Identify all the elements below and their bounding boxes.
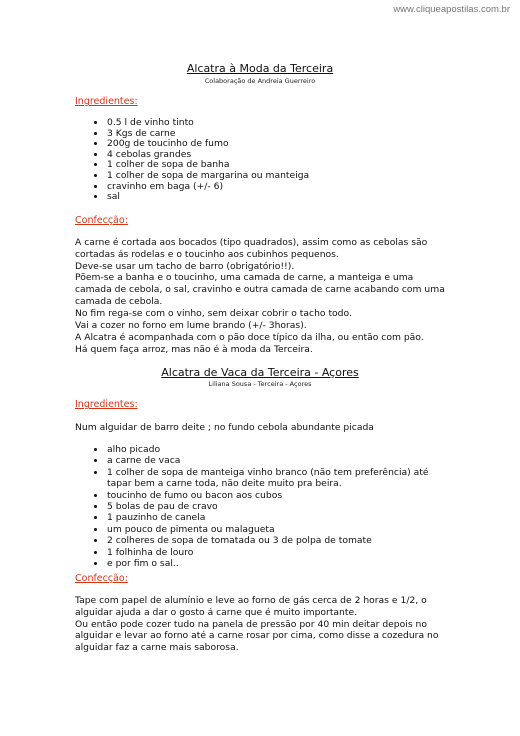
list-item: • alho picado <box>106 444 449 455</box>
list-item: • 0.5 l de vinho tinto <box>106 118 309 129</box>
list-item: • toucinho de fumo ou bacon aos cubos <box>106 490 449 501</box>
recipe2-intro-text: Num alguidar de barro deite ; no fundo cebola abundante picada <box>75 422 374 433</box>
recipe2-method-heading: Confecção: <box>75 573 128 584</box>
recipe1-serving-text: A Alcatra é acompanhada com o pão doce típico da ilha, ou então com pão. Há quem faça arroz, mas não é à moda da Terceira. <box>75 332 424 355</box>
list-item: • 1 colher de sopa de banha <box>106 160 309 171</box>
list-item: • 200g de toucinho de fumo <box>106 139 309 150</box>
recipe2-credit: Liliana Sousa - Terceira - Açores <box>208 380 312 388</box>
recipe1-title: Alcatra à Moda da Terceira <box>186 62 334 75</box>
list-item: • cravinho em baga (+/- 6) <box>106 182 309 193</box>
list-item: • 3 Kgs de carne <box>106 129 309 140</box>
list-item: • 1 folhinha de louro <box>106 547 449 558</box>
list-item: • e por fim o sal.. <box>106 558 449 569</box>
recipe1-method-text: A carne é cortada aos bocados (tipo quadrados), assim como as cebolas são cortadas ás rodelas e o toucinho aos cubinhos pequenos. Deve-se usar um tacho de barro (obrigatório!!). Põem-se a banha e o toucinho, uma camada de carne, a manteiga e uma camada de cebola, o sal, cravinho e outra camada de carne acabando com uma camada de cebola. No fim rega-se com o vinho, sem deixar cobrir o tacho todo. Vai a cozer no forno em lume brando (+/- 3horas). <box>75 237 445 331</box>
recipe1-method-heading: Confecção: <box>75 215 128 226</box>
list-item: • 1 pauzinho de canela <box>106 512 449 523</box>
recipe1-credit: Colaboração de Andreia Guerreiro <box>204 77 316 85</box>
recipe1-ingredient-list <box>75 118 309 203</box>
recipe1-ingredients-heading: Ingredientes: <box>75 96 138 107</box>
list-item: • a carne de vaca <box>106 455 449 466</box>
recipe2-ingredients-heading: Ingredientes: <box>75 399 138 410</box>
list-item: • 4 cebolas grandes <box>106 150 309 161</box>
list-item: • um pouco de pimenta ou malagueta <box>106 524 449 535</box>
site-watermark: www.cliqueapostilas.com.br <box>393 4 510 15</box>
recipe2-method-text: Tape com papel de alumínio e leve ao forno de gás cerca de 2 horas e 1/2, o alguidar ajuda a dar o gosto á carne que é muito importante. Ou então pode cozer tudo na panela de pressão por 40 min deitar depois no alguidar e levar ao forno até a carne rosar por cima, como disse a cozedura no alguidar faz a carne mais saborosa. <box>75 595 439 654</box>
recipe2-title: Alcatra de Vaca da Terceira - Açores <box>161 366 359 379</box>
list-item: • sal <box>106 192 309 203</box>
list-item: • 1 colher de sopa de manteiga vinho branco (não tem preferência) até tapar bem a carne toda, não deite muito pra beira. <box>106 467 449 490</box>
list-item: • 1 colher de sopa de margarina ou manteiga <box>106 171 309 182</box>
list-item: • 2 colheres de sopa de tomatada ou 3 de polpa de tomate <box>106 535 449 546</box>
recipe2-ingredient-list <box>75 444 449 569</box>
list-item: • 5 bolas de pau de cravo <box>106 501 449 512</box>
